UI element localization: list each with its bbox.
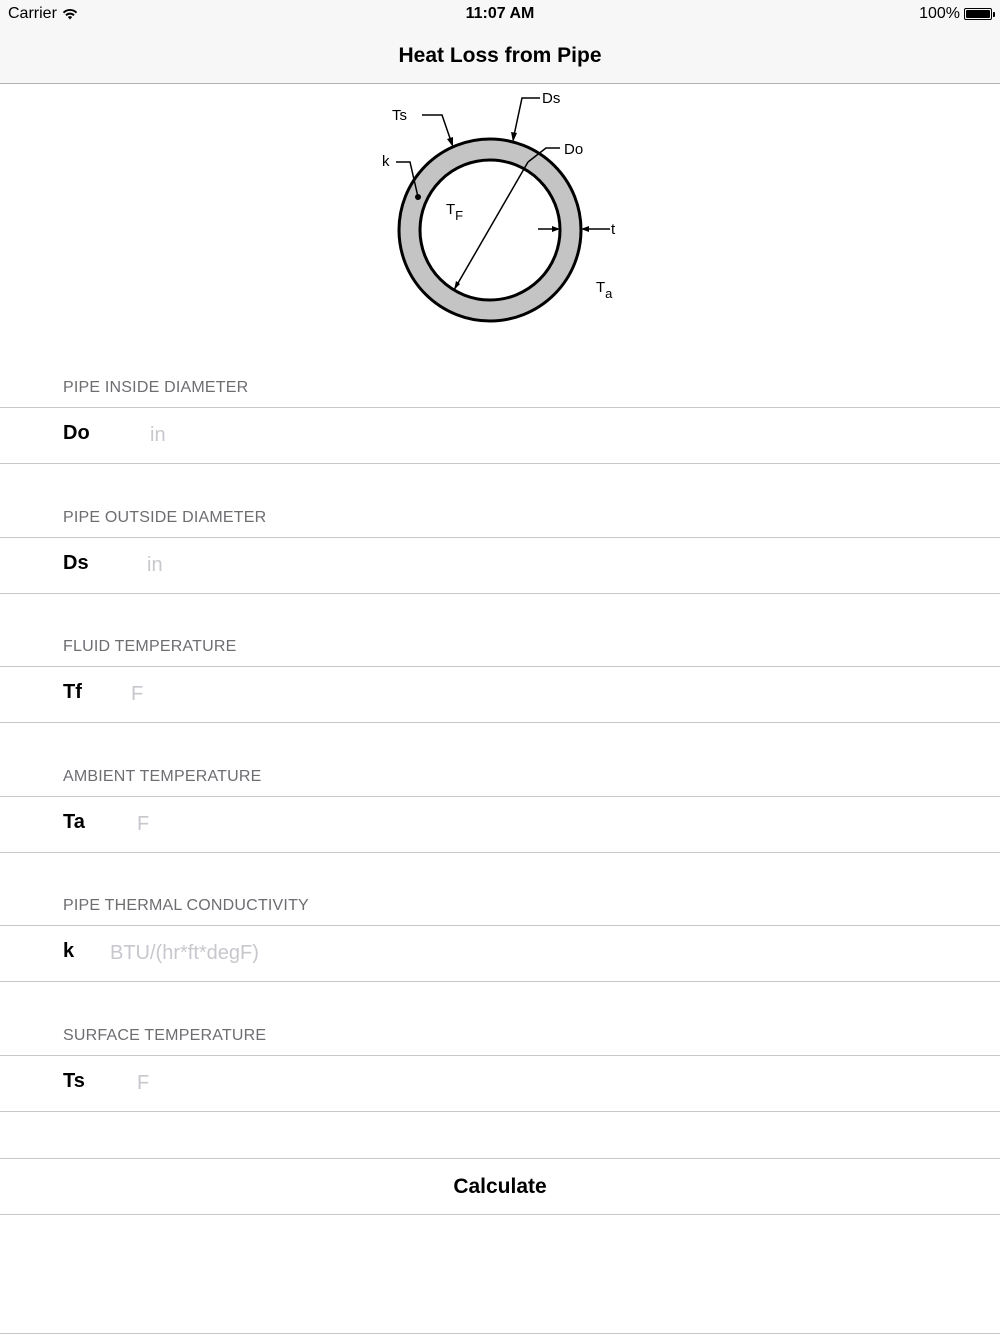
- field-label-k: k: [63, 940, 75, 962]
- diagram-label-ta: Ta: [596, 279, 613, 301]
- input-row-outside-diameter: [0, 537, 1000, 594]
- calculate-button[interactable]: [0, 1158, 1000, 1215]
- pipe-bore: [420, 160, 560, 300]
- diagram-label-do: Do: [564, 141, 584, 158]
- thermal-conductivity-input[interactable]: [110, 936, 710, 970]
- input-row-surface-temperature: [0, 1055, 1000, 1112]
- carrier-label: Carrier: [8, 5, 57, 22]
- section-header-ambient-temperature: AMBIENT TEMPERATURE: [63, 768, 262, 785]
- surface-temperature-input[interactable]: [137, 1066, 737, 1100]
- diagram-label-ds: Ds: [542, 90, 561, 107]
- input-row-thermal-conductivity: [0, 925, 1000, 982]
- battery-indicator: [919, 5, 992, 23]
- section-header-thermal-conductivity: PIPE THERMAL CONDUCTIVITY: [63, 897, 309, 914]
- diagram-label-tf: TF: [446, 201, 464, 223]
- clock: 11:07 AM: [465, 5, 535, 22]
- section-header-fluid-temperature: FLUID TEMPERATURE: [63, 638, 237, 655]
- outside-diameter-input[interactable]: [147, 548, 747, 582]
- ambient-temperature-input[interactable]: [137, 807, 737, 841]
- battery-percent: 100%: [919, 5, 960, 22]
- fluid-temperature-input[interactable]: [131, 677, 731, 711]
- field-label-ta: Ta: [63, 811, 85, 833]
- field-label-ts: Ts: [63, 1070, 85, 1092]
- battery-icon: [964, 8, 992, 20]
- field-label-do: Do: [63, 422, 90, 444]
- input-row-fluid-temperature: [0, 666, 1000, 723]
- input-row-inside-diameter: [0, 407, 1000, 464]
- section-header-inside-diameter: PIPE INSIDE DIAMETER: [63, 379, 249, 396]
- pipe-cross-section-diagram: [370, 86, 630, 334]
- page-title: Heat Loss from Pipe: [398, 43, 602, 67]
- section-header-outside-diameter: PIPE OUTSIDE DIAMETER: [63, 509, 267, 526]
- navigation-bar: [0, 28, 1000, 84]
- status-bar: [0, 0, 1000, 28]
- diagram-label-k: k: [382, 153, 390, 170]
- diagram-label-t: t: [611, 221, 616, 238]
- field-label-ds: Ds: [63, 552, 89, 574]
- inside-diameter-input[interactable]: [150, 418, 750, 452]
- section-header-surface-temperature: SURFACE TEMPERATURE: [63, 1027, 267, 1044]
- diagram-label-ts: Ts: [392, 107, 407, 124]
- calculate-button-label: Calculate: [453, 1174, 547, 1198]
- field-label-tf: Tf: [63, 681, 82, 703]
- input-row-ambient-temperature: [0, 796, 1000, 853]
